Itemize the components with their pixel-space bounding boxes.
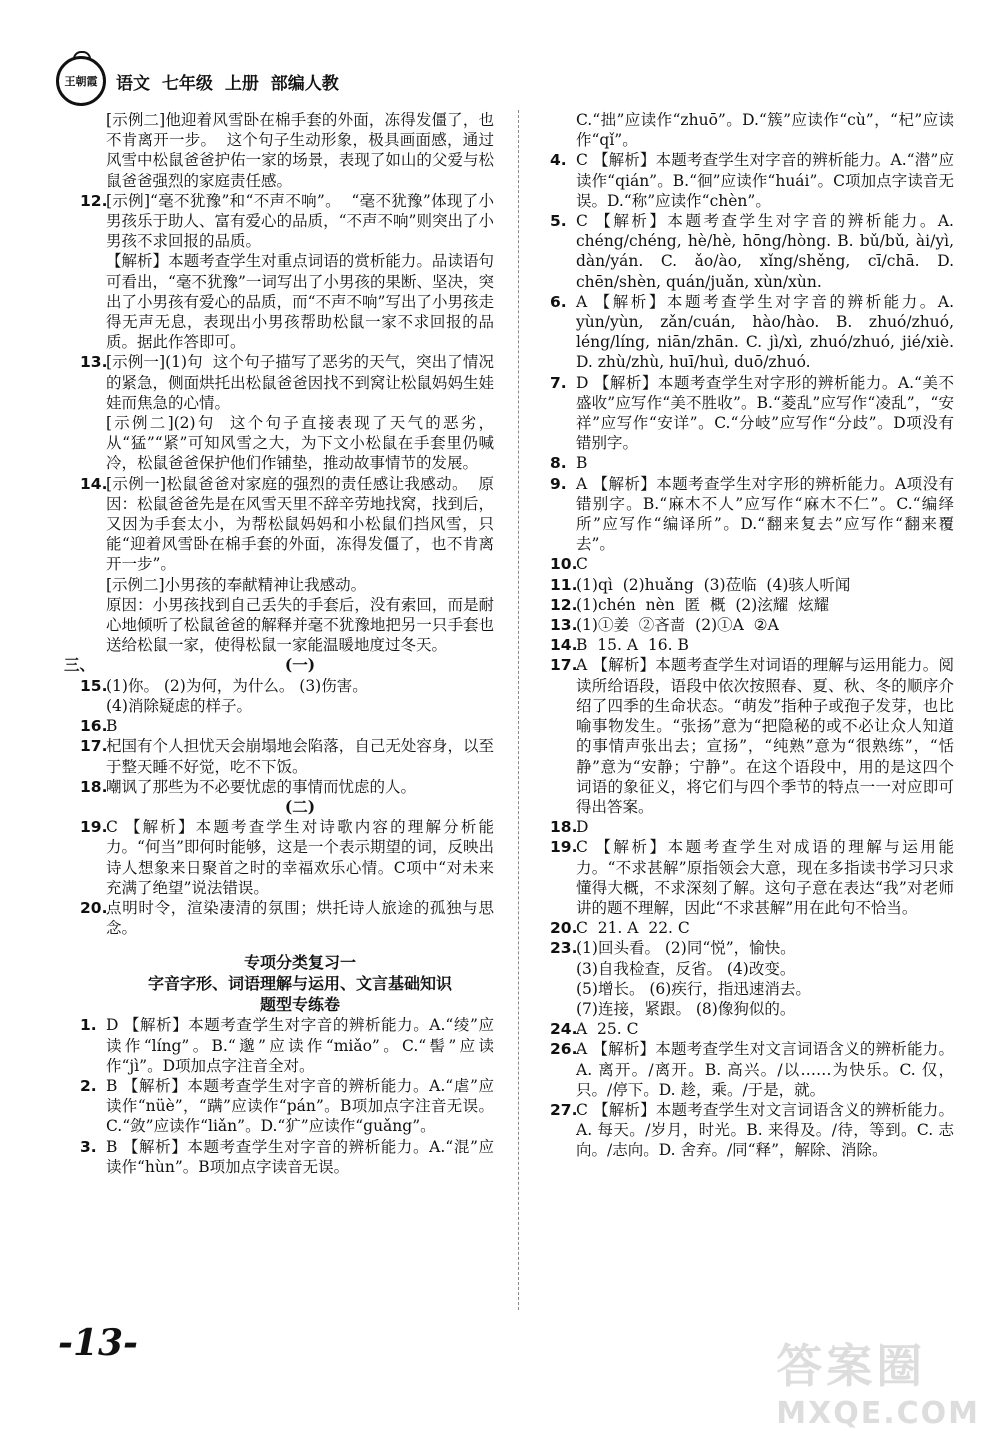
answer-text: B (576, 454, 588, 473)
answer-text: 嘲讽了那些为不必要忧虑的事情而忧虑的人。 (106, 777, 417, 796)
question-number: 10. (550, 555, 578, 574)
question-number: 12. (80, 191, 108, 210)
question-number: 24. (550, 1020, 578, 1039)
section-three-label: 三、 (64, 655, 96, 675)
answer-text: [示例]“毫不犹豫”和“不声不响”。 “毫不犹豫”体现了小男孩乐于助人、富有爱心的品质，“不声不响”则突出了小男孩不求回报的品质。 【解析】本题考查学生对重点词语的赏析能力。品读语句可看出，“毫不犹豫”一词写出了小男孩的果断、坚决，突出了小男孩有爱心的品质，而“不声不响”写出了小男孩走得无声无息，表现出小男孩帮助松鼠一家不求回报的品质。据此作答即可。 (106, 191, 494, 352)
question-number: 11. (550, 575, 578, 594)
question-number: 6. (550, 292, 567, 311)
answer-item (550, 635, 954, 655)
question-number: 16. (80, 717, 108, 736)
answer-item (80, 1015, 494, 1076)
answer-item (80, 716, 494, 736)
answer-text: [示例一](1)句 这个句子描写了恶劣的天气，突出了情况的紧急，侧面烘托出松鼠爸爸因找不到窝让松鼠妈妈生娃娃而焦急的心情。 [示例二](2)句 这个句子直接表现了天气的恶劣，从“猛”“紧”可知风雪之大，为下文小松鼠在手套里仍喊冷，松鼠爸爸保护他们作铺垫，推动故事情节的发展。 (106, 353, 494, 473)
question-number: 3. (80, 1137, 97, 1156)
answer-item (80, 1137, 494, 1177)
section-subheading: 字音字形、词语理解与运用、文言基础知识 (147, 974, 452, 994)
answer-text: 点明时令，渲染凄清的氛围；烘托诗人旅途的孤独与思念。 (106, 898, 494, 938)
answer-item (550, 373, 954, 454)
question-number: 17. (550, 656, 578, 675)
answer-item (550, 918, 954, 938)
answer-item (80, 898, 494, 938)
question-number: 18. (550, 818, 578, 837)
question-number: 14. (80, 474, 108, 493)
answer-text: B 【解析】本题考查学生对字音的辨析能力。A.“虐”应读作“nüè”，“蹒”应读作“pán”。B项加点字注音无误。C.“敛”应读作“liǎn”。D.“犷”应读作“guǎng”。 (106, 1076, 494, 1136)
question-number: 23. (550, 939, 578, 958)
answer-item (550, 655, 954, 817)
answer-text: B 15. A 16. B (576, 636, 689, 655)
answer-text: B (106, 717, 118, 736)
question-number: 17. (80, 737, 108, 756)
section-heading: 专项分类复习一 (243, 953, 356, 973)
question-number: 9. (550, 474, 567, 493)
answer-item (106, 110, 494, 191)
answer-text: D 【解析】本题考查学生对字形的辨析能力。A.“美不盛收”应写作“美不胜收”。B.“菱乱”应写作“凌乱”，“安祥”应写作“安详”。C.“分岐”应写作“分歧”。D项没有错别字。 (576, 373, 954, 453)
answer-text: C 21. A 22. C (576, 919, 690, 938)
question-number: 27. (550, 1100, 578, 1119)
answer-text: (1)回头看。 (2)同“悦”，愉快。 (3)自我检查，反省。 (4)改变。 (5)增长。 (6)疾行，指迅速消去。 (7)连接，紧跟。 (8)像狗似的。 (576, 939, 811, 1018)
book-title: 语文 七年级 上册 部编人教 (116, 73, 339, 94)
answer-item (550, 150, 954, 211)
question-number: 14. (550, 636, 578, 655)
answer-item (80, 817, 494, 898)
answer-item (550, 837, 954, 918)
watermark-url: MXQE.COM (776, 1396, 980, 1431)
answer-text: (1)chén nèn 匿 概 (2)泫耀 炫耀 (576, 595, 830, 614)
answer-text: A 【解析】本题考查学生对字形的辨析能力。A项没有错别字。B.“麻木不人”应写作“麻木不仁”。C.“编绎所”应写作“编译所”。D.“翻来复去”应写作“翻来覆去”。 (576, 474, 954, 554)
answer-item (550, 595, 954, 615)
answer-item (576, 110, 954, 150)
watermark-text: 答案圈 (776, 1339, 927, 1393)
answer-text: A 25. C (576, 1020, 639, 1039)
question-number: 8. (550, 454, 567, 473)
answer-text: C (576, 555, 588, 574)
answer-text: B 【解析】本题考查学生对字音的辨析能力。A.“混”应读作“hùn”。B项加点字读音无误。 (106, 1137, 494, 1176)
answer-item (550, 575, 954, 595)
answer-text: C 【解析】本题考查学生对文言词语含义的辨析能力。A. 每天。/岁月，时光。B. 来得及。/待，等到。C. 志向。/志向。D. 舍弃。/同“释”，解除、消除。 (576, 1100, 954, 1160)
answer-item (550, 292, 959, 373)
question-number: 26. (550, 1040, 578, 1059)
answer-item (550, 474, 954, 555)
answer-item (550, 615, 954, 635)
answer-item (80, 474, 494, 656)
question-number: 1. (80, 1016, 97, 1035)
question-number: 18. (80, 777, 108, 796)
answer-text: C 【解析】本题考查学生对字音的辨析能力。A.“潜”应读作“qián”。B.“徊”应读作“huái”。C项加点字读音无误。D.“称”应读作“chèn”。 (576, 151, 954, 210)
answer-item (80, 191, 494, 353)
answer-item (550, 1100, 954, 1161)
question-number: 15. (80, 676, 108, 695)
left-column (64, 110, 494, 1177)
question-number: 2. (80, 1076, 97, 1095)
answer-item (550, 554, 954, 574)
answer-item (550, 1039, 954, 1100)
answer-item (550, 453, 954, 473)
question-number: 12. (550, 595, 578, 614)
subsection-two: (二) (284, 796, 316, 816)
watermark (776, 1330, 980, 1431)
page-header (56, 56, 339, 106)
answer-item (80, 352, 494, 473)
question-number: 13. (80, 353, 108, 372)
page-number: -13- (58, 1322, 138, 1364)
question-number: 13. (550, 616, 578, 635)
question-number: 19. (550, 838, 578, 857)
answer-item (550, 938, 954, 1019)
answer-item (550, 211, 959, 292)
question-number: 19. (80, 818, 108, 837)
answer-text: C.“拙”应读作“zhuō”。D.“簇”应读作“cù”，“杞”应读作“qǐ”。 (576, 111, 954, 150)
answer-text: (1)①姜 ②吝啬 (2)①A ②A (576, 616, 779, 635)
answer-text: A 【解析】本题考查学生对文言词语含义的辨析能力。A. 离开。/离开。B. 高兴。/以……为快乐。C. 仅，只。/停下。D. 趁，乘。/于是，就。 (576, 1040, 954, 1099)
answer-text: C 【解析】本题考查学生对字音的辨析能力。A. chéng/chéng, hè/hè, hōng/hòng. B. bǔ/bǔ, ài/yì, dàn/yán. C. ǎo/ào, xǐng/shěng, cī/chā. D. chēn/shèn, quán/juǎn, xùn/xùn. (576, 212, 959, 291)
answer-text: [示例二]他迎着风雪卧在棉手套的外面，冻得发僵了，也不肯离开一步。 这个句子生动形象，极具画面感，通过风雪中松鼠爸爸护佑一家的场景，表现了如山的父爱与松鼠爸爸强烈的家庭责任感。 (106, 111, 494, 190)
column-divider (518, 110, 519, 1310)
answer-text: C 【解析】本题考查学生对成语的理解与运用能力。“不求甚解”原指领会大意，现在多指读书学习只求懂得大概，不求深刻了解。这句子意在表达“我”对老师讲的题不理解，因此“不求甚解”用在此句不恰当。 (576, 838, 954, 917)
answer-text: (1)你。 (2)为何，为什么。 (3)伤害。 (4)消除疑虑的样子。 (106, 676, 368, 715)
section-subheading-2: 题型专练卷 (259, 995, 340, 1015)
answer-item (550, 1019, 954, 1039)
question-number: 20. (550, 919, 578, 938)
answer-text: A 【解析】本题考查学生对词语的理解与运用能力。阅读所给语段，语段中依次按照春、夏、秋、冬的顺序介绍了四季的生命状态。“萌发”指种子或孢子发芽，也比喻事物发生。“张扬”意为“把隐秘的或不必让众人知道的事情声张出去；宣扬”，“纯熟”意为“很熟练”，“恬静”意为“安静；宁静”。在这个语段中，用的是这四个词语的象征义，将它们与四个季节的特点一一对应即可得出答案。 (576, 656, 954, 816)
answer-item (80, 736, 494, 776)
right-column (550, 110, 959, 1161)
question-number: 5. (550, 212, 567, 231)
answer-text: A 【解析】本题考查学生对字音的辨析能力。A. yùn/yùn, zǎn/cuán, hào/hào. B. zhuó/zhuó, léng/líng, niān/zhān. C. jì/xì, zhuó/zhuó, jié/xiè. D. zhù/zhù, huī/huì, duō/zhuó. (576, 292, 959, 372)
brand-logo: 王朝霞 (56, 56, 106, 106)
answer-item (80, 676, 494, 716)
answer-item (550, 817, 954, 837)
question-number: 4. (550, 151, 567, 170)
answer-text: 杞国有个人担忧天会崩塌地会陷落，自己无处容身，以至于整天睡不好觉，吃不下饭。 (106, 737, 494, 776)
answer-text: D (576, 818, 589, 837)
answer-text: D 【解析】本题考查学生对字音的辨析能力。A.“绫”应读作“líng”。B.“邈”应读作“miǎo”。C.“髻”应读作“jì”。D项加点字注音全对。 (106, 1016, 494, 1075)
answer-text: C 【解析】本题考查学生对诗歌内容的理解分析能力。“何当”即何时能够，这是一个表示期望的词，反映出诗人想象来日聚首之时的幸福欢乐心情。C项中“对未来充满了绝望”说法错误。 (106, 818, 494, 897)
subsection-one: (一) (284, 655, 316, 675)
answer-text: (1)qì (2)huǎng (3)莅临 (4)骇人听闻 (576, 575, 851, 594)
answer-text: [示例一]松鼠爸爸对家庭的强烈的责任感让我感动。 原因：松鼠爸爸先是在风雪天里不辞辛劳地找窝，找到后，又因为手套太小，为帮松鼠妈妈和小松鼠们挡风雪，只能“迎着风雪卧在棉手套的外面，冻得发僵了，也不肯离开一步”。 [示例二]小男孩的奉献精神让我感动。 原因：小男孩找到自己丢失的手套后，没有索回，而是耐心地倾听了松鼠爸爸的解释并毫不犹豫地把另一只手套也送给松鼠一家，使得松鼠一家能温暖地度过冬天。 (106, 474, 494, 655)
answer-item (80, 777, 494, 797)
question-number: 7. (550, 373, 567, 392)
answer-item (80, 1076, 494, 1137)
question-number: 20. (80, 898, 108, 917)
